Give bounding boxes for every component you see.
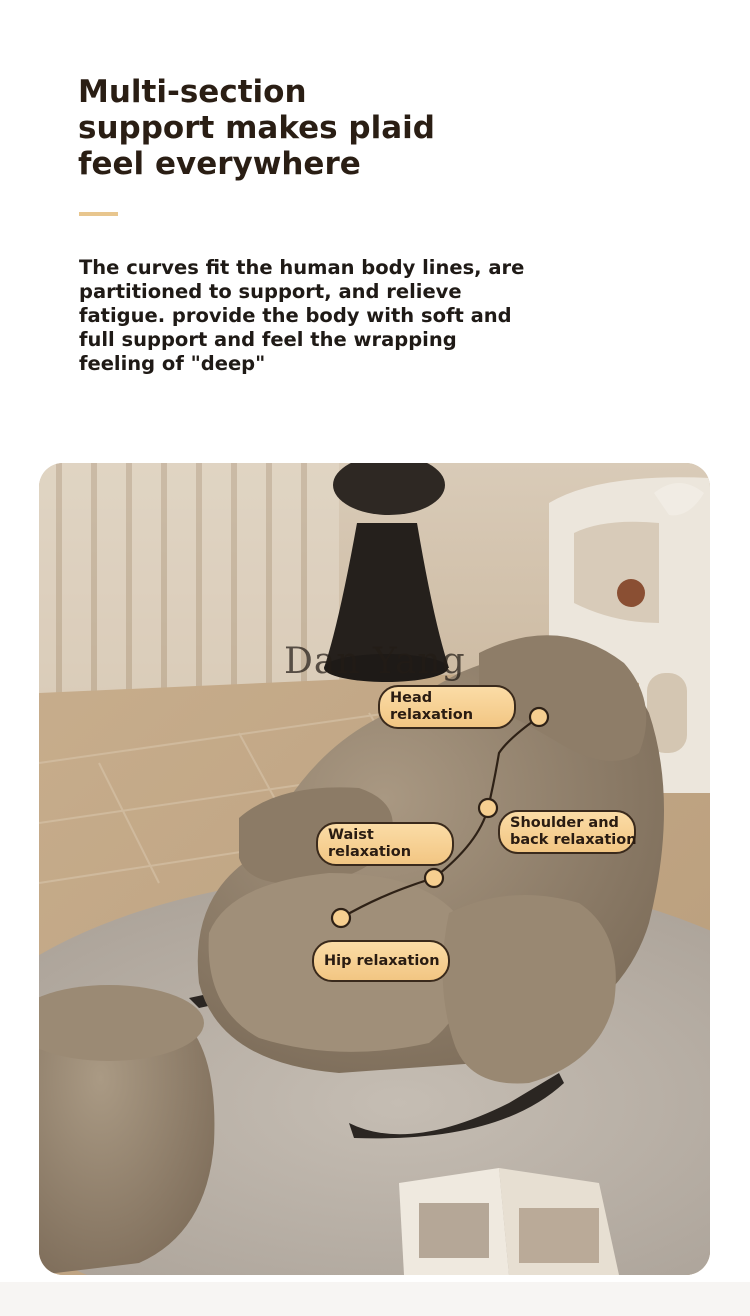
callout-hip-line-1: Hip relaxation [324, 952, 440, 969]
description-line-1: The curves fit the human body lines, are [79, 256, 525, 279]
shoulder-point-icon [479, 799, 497, 817]
heading-line-2: support makes plaid [78, 110, 435, 146]
description-line-4: full support and feel the wrapping [79, 328, 457, 351]
description-line-5: feeling of "deep" [79, 352, 266, 375]
callout-head [378, 685, 516, 729]
callout-waist-line-1: Waist [328, 827, 374, 843]
waist-point-icon [425, 869, 443, 887]
magazine-icon [399, 1168, 619, 1275]
callout-head-line-2: relaxation [390, 707, 474, 723]
chair-illustration [39, 463, 710, 1275]
head-point-icon [530, 708, 548, 726]
callout-waist-line-2: relaxation [328, 844, 412, 860]
product-photo [39, 463, 710, 1275]
callout-head-line-1: Head [390, 690, 433, 706]
description-line-2: partitioned to support, and relieve [79, 280, 462, 303]
watermark: Dan Yang [284, 641, 466, 682]
callout-hip [312, 940, 450, 982]
callout-shoulder-line-1: Shoulder and [510, 815, 619, 831]
callout-waist [316, 822, 454, 866]
callout-shoulder [498, 810, 636, 854]
accent-divider [79, 212, 118, 216]
page-heading [78, 74, 558, 182]
bottom-strip [0, 1282, 750, 1316]
hip-point-icon [332, 909, 350, 927]
callout-shoulder-line-2: back relaxation [510, 832, 637, 848]
description-text [79, 256, 549, 376]
heading-line-1: Multi-section [78, 74, 307, 110]
heading-line-3: feel everywhere [78, 146, 361, 182]
description-line-3: fatigue. provide the body with soft and [79, 304, 512, 327]
